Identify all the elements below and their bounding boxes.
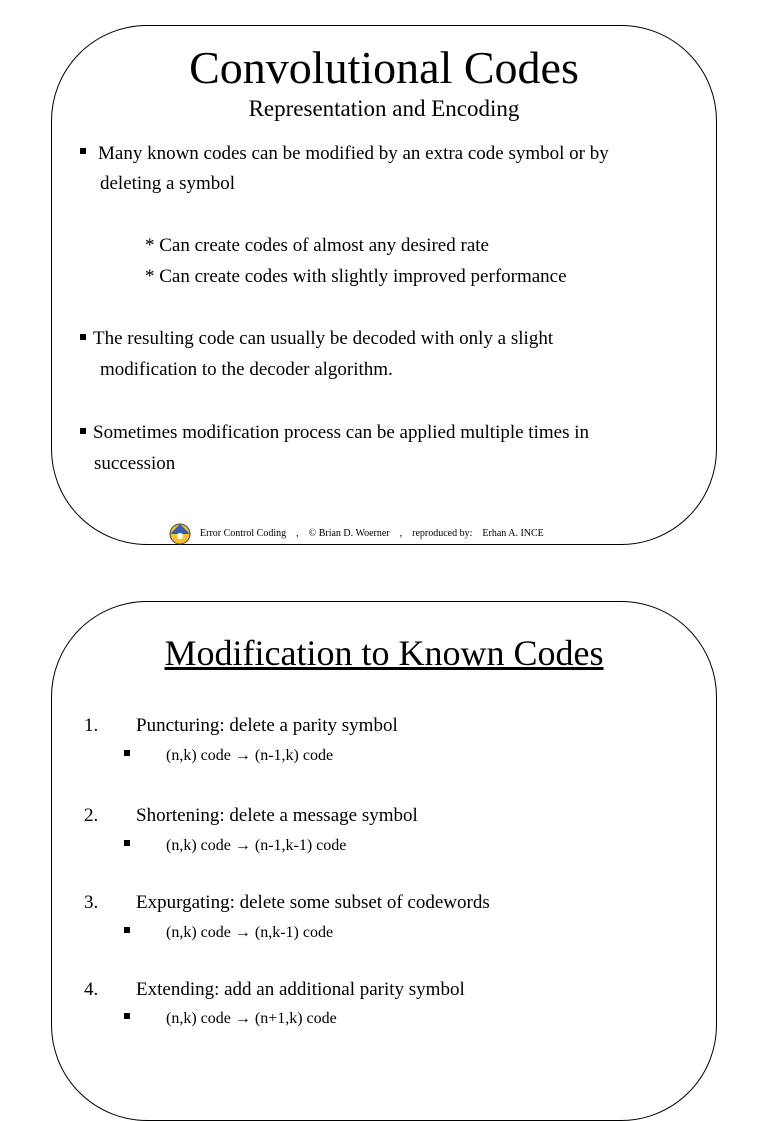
footer-reproduced: reproduced by: [412, 527, 473, 539]
footer: Error Control Coding , © Brian D. Woerner , reproduced by: Erhan A. INCE [168, 521, 554, 545]
list-item: 1. Puncturing: delete a parity symbol [84, 715, 398, 736]
bullet-2-line-1: The resulting code can usually be decoded with only a slight [93, 328, 554, 349]
list-item: 2. Shortening: delete a message symbol [84, 805, 418, 826]
list-sub-item: (n,k) code → (n+1,k) code [124, 1010, 337, 1028]
slide-1-title: Convolutional Codes [189, 42, 579, 93]
bullet-3-line-2: succession [94, 453, 176, 474]
slide-2 [51, 601, 717, 1121]
list-item: 4. Extending: add an additional parity symbol [84, 979, 465, 1000]
list-item: 3. Expurgating: delete some subset of codewords [84, 892, 490, 913]
bullet-1-line-2: deleting a symbol [100, 173, 236, 194]
bullet-square-icon [80, 428, 86, 434]
bullet-square-icon [80, 148, 86, 154]
bullet-square-icon [124, 1013, 130, 1019]
logo-icon [168, 521, 192, 545]
bullet-3-line-1: Sometimes modification process can be applied multiple times in [93, 422, 590, 443]
bullet-square-icon [80, 334, 86, 340]
bullet-1-line-1: Many known codes can be modified by an extra code symbol or by [98, 143, 609, 164]
slide-1: Convolutional Codes Representation and Encoding Many known codes can be modified by an extra code symbol or by deleting a symbol * Can create codes of almost any desired rate * Can create codes with slightly improved performance The resulting code can usually be decoded with only a slight modification to the decoder algorithm. Sometimes modification process can be applied multiple times in succession Error Control Coding , © Brian D. Woerner , reproduced by: Erhan A. INCE [51, 25, 717, 545]
list-sub-item: (n,k) code → (n-1,k) code [124, 747, 333, 765]
list-sub-item: (n,k) code → (n-1,k-1) code [124, 837, 346, 855]
footer-copyright: © Brian D. Woerner [308, 527, 390, 539]
bullet-square-icon [124, 750, 130, 756]
bullet-square-icon [124, 927, 130, 933]
slide-2-title: Modification to Known Codes [164, 633, 604, 673]
bullet-2-line-2: modification to the decoder algorithm. [100, 359, 393, 380]
list-sub-item: (n,k) code → (n,k-1) code [124, 924, 333, 942]
footer-course: Error Control Coding [200, 527, 287, 539]
slide-1-subtitle: Representation and Encoding [248, 96, 520, 121]
bullet-square-icon [124, 840, 130, 846]
footer-reproducer: Erhan A. INCE [482, 527, 544, 539]
